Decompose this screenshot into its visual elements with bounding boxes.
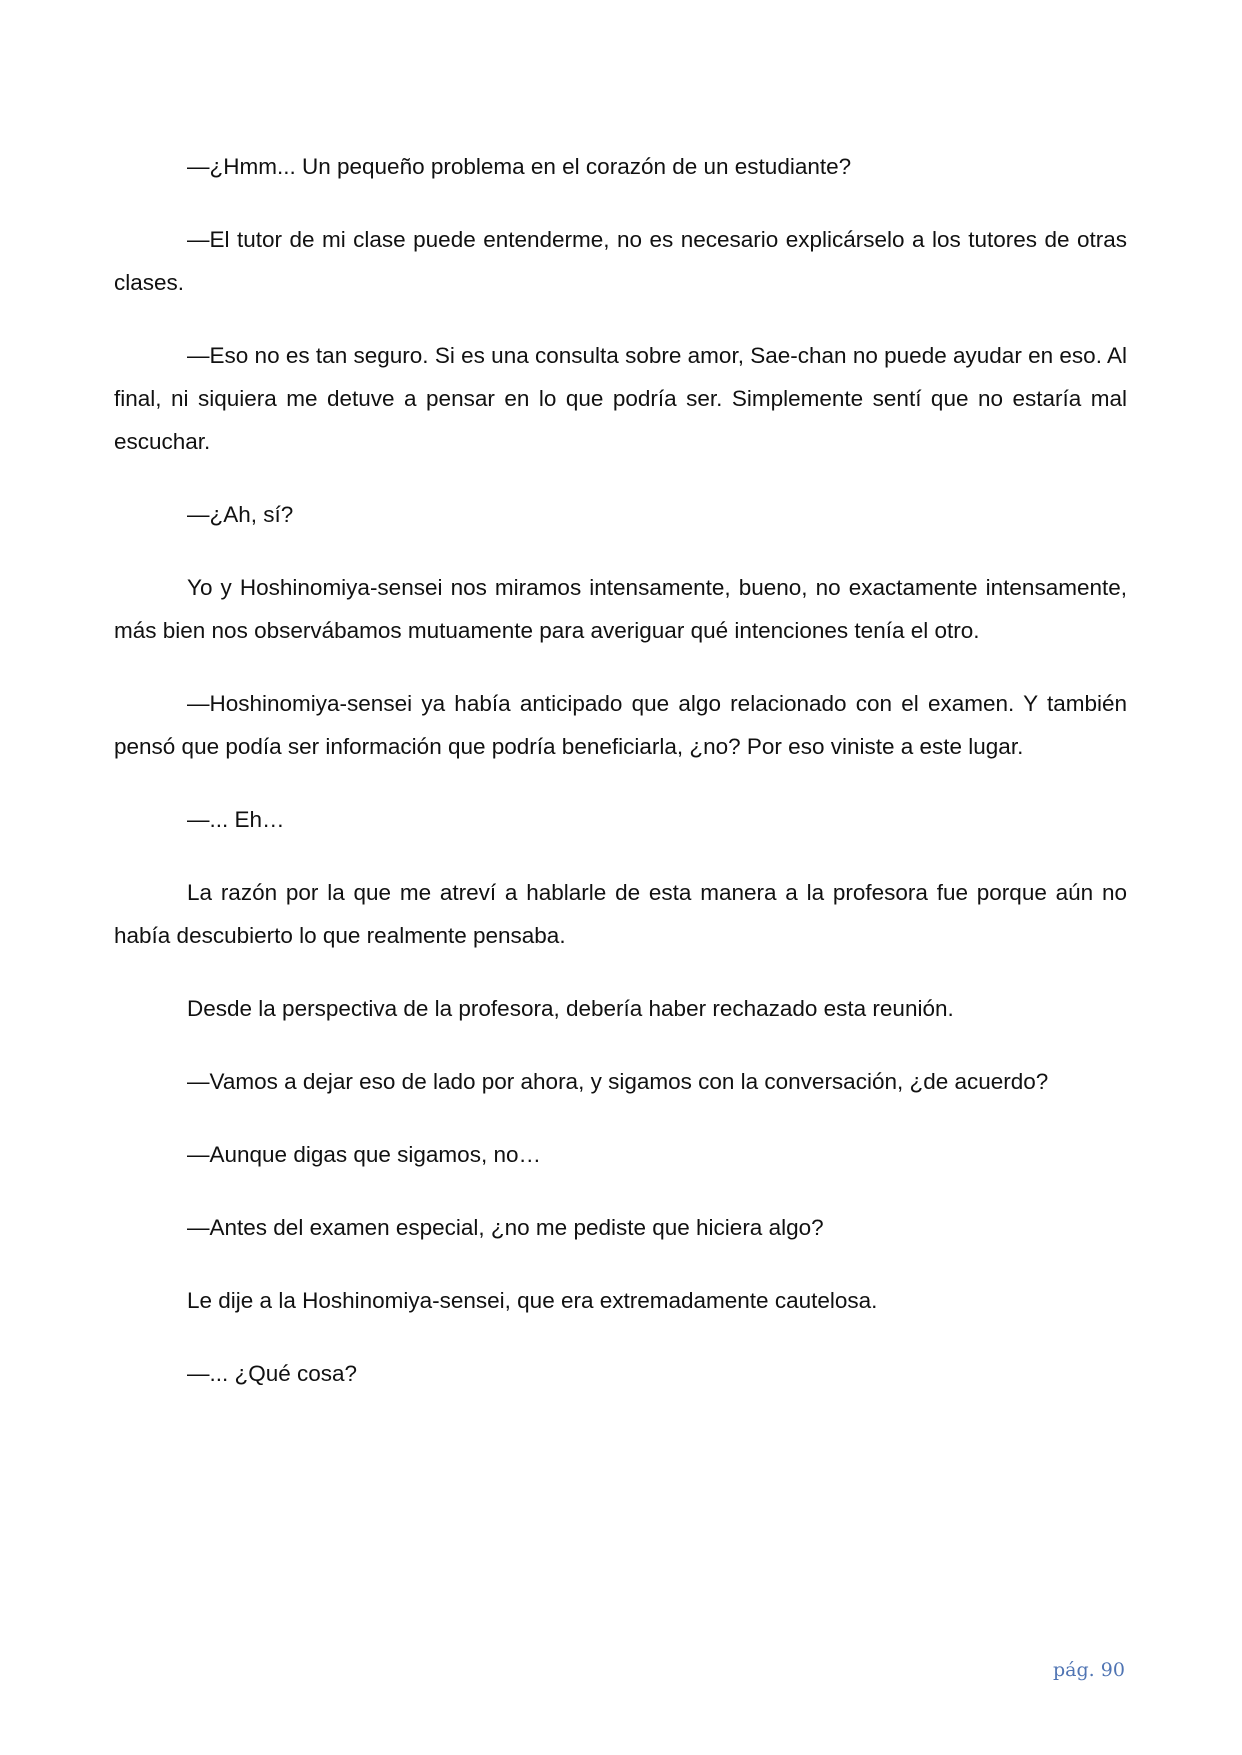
paragraph: —¿Ah, sí? [187, 502, 294, 527]
paragraph: —Vamos a dejar eso de lado por ahora, y sigamos con la conversación, ¿de acuerdo? [187, 1069, 1049, 1094]
paragraph: —... Eh… [187, 807, 285, 832]
paragraph: Desde la perspectiva de la profesora, debería haber rechazado esta reunión. [187, 996, 954, 1021]
paragraph: La razón por la que me atreví a hablarle de esta manera a la profesora fue porque aún no había descubierto lo que realmente pensaba. [114, 880, 1127, 948]
paragraph: —... ¿Qué cosa? [187, 1361, 358, 1386]
document-body [114, 145, 1127, 1425]
paragraph: Le dije a la Hoshinomiya-sensei, que era extremadamente cautelosa. [187, 1288, 878, 1313]
paragraph: —Eso no es tan seguro. Si es una consulta sobre amor, Sae-chan no puede ayudar en eso. Al final, ni siquiera me detuve a pensar en lo que podría ser. Simplemente sentí que no estaría mal escuchar. [114, 343, 1127, 454]
paragraph: —El tutor de mi clase puede entenderme, no es necesario explicárselo a los tutores de otras clases. [114, 227, 1127, 295]
paragraph: —Aunque digas que sigamos, no… [187, 1142, 541, 1167]
page-number: pág. 90 [1053, 1659, 1125, 1681]
paragraph: —Hoshinomiya-sensei ya había anticipado que algo relacionado con el examen. Y también pensó que podía ser información que podría beneficiarla, ¿no? Por eso viniste a este lugar. [114, 691, 1127, 759]
paragraph: Yo y Hoshinomiya-sensei nos miramos intensamente, bueno, no exactamente intensamente, más bien nos observábamos mutuamente para averiguar qué intenciones tenía el otro. [114, 575, 1127, 643]
paragraph: —¿Hmm... Un pequeño problema en el corazón de un estudiante? [187, 154, 852, 179]
paragraph: —Antes del examen especial, ¿no me pediste que hiciera algo? [187, 1215, 824, 1240]
